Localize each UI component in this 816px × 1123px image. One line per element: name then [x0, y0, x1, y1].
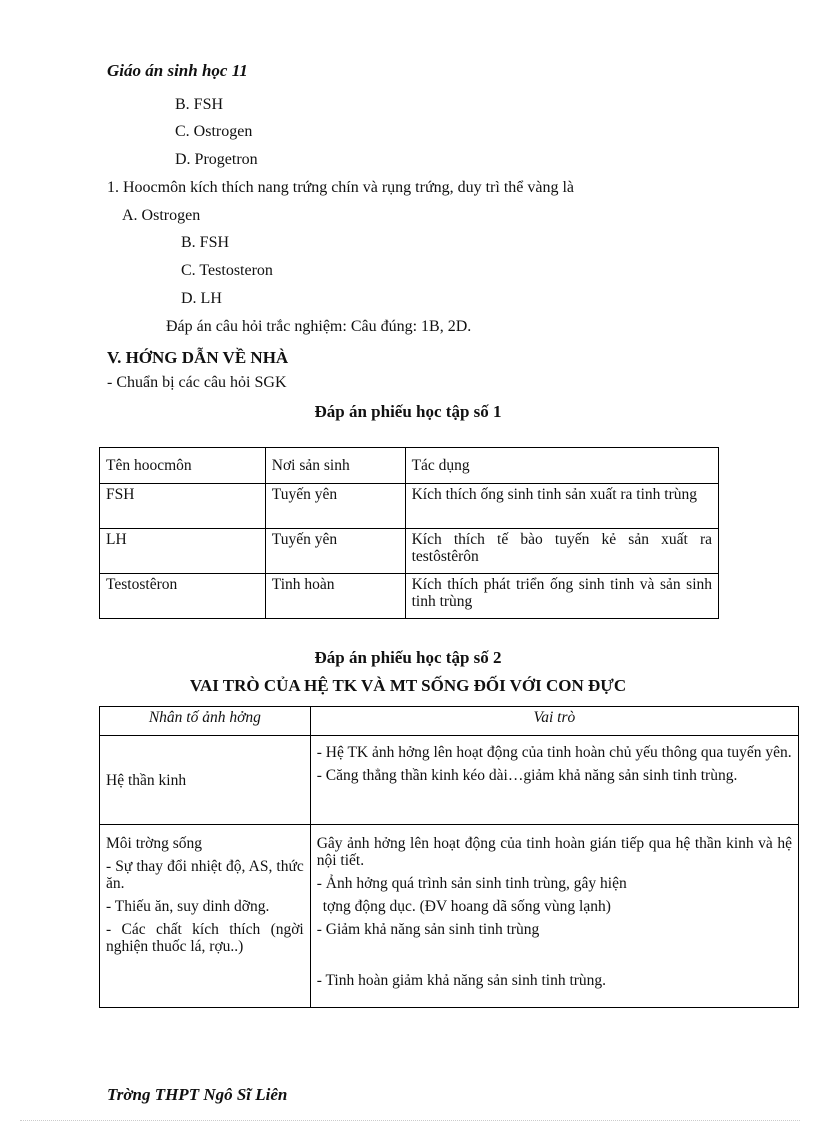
- role-line: - Hệ TK ảnh hởng lên hoạt động của tinh hoàn chủ yếu thông qua tuyến yên.: [316, 744, 792, 761]
- role-line: - Tinh hoàn giảm khả năng sản sinh tinh trùng.: [316, 972, 607, 989]
- role-line: - Giảm khả năng sản sinh tinh trùng: [316, 921, 540, 938]
- table-row: [100, 825, 799, 1008]
- roles-cell: [310, 825, 798, 1008]
- sheet2-table: [99, 706, 799, 1008]
- factor-nervous-system: Hệ thần kinh: [106, 771, 187, 789]
- sheet1-title: Đáp án phiếu học tập số 1: [314, 402, 502, 421]
- table-cell: Kích thích tế bào tuyến kẻ sản xuất ra testôstêrôn: [405, 529, 718, 574]
- table-cell: FSH: [100, 484, 266, 529]
- factor-line: - Thiếu ăn, suy dinh dỡng.: [106, 898, 270, 915]
- table-row: [100, 736, 799, 825]
- prep-line: - Chuẩn bị các câu hỏi SGK: [107, 374, 287, 391]
- role-line: tợng động dục. (ĐV hoang dã sống vùng lạnh): [322, 898, 611, 915]
- table-header-row: [100, 707, 799, 736]
- page-header: Giáo án sinh học 11: [107, 61, 248, 80]
- option-c-testosteron: C. Testosteron: [181, 262, 273, 279]
- header-cell: Tên hoocmôn: [100, 448, 266, 484]
- table-row: [100, 574, 719, 619]
- option-c-ostrogen: C. Ostrogen: [175, 123, 253, 140]
- table-cell: Tuyến yên: [265, 529, 405, 574]
- option-d-progetron: D. Progetron: [175, 151, 258, 168]
- header-cell: Tác dụng: [405, 448, 718, 484]
- section-v-title: V. HỚNG DẪN VỀ NHÀ: [107, 348, 289, 367]
- role-line: Gây ảnh hởng lên hoạt động của tinh hoàn gián tiếp qua hệ thần kinh và hệ nội tiết.: [316, 835, 792, 869]
- factor-cell: [100, 825, 311, 1008]
- answer-key: Đáp án câu hỏi trắc nghiệm: Câu đúng: 1B, 2D.: [166, 318, 472, 335]
- factor-line: - Các chất kích thích (ngời nghiện thuốc lá, rợu..): [106, 921, 304, 955]
- factor-cell: [100, 736, 311, 825]
- table-cell: Tinh hoàn: [265, 574, 405, 619]
- option-a-ostrogen: A. Ostrogen: [122, 207, 201, 224]
- sheet1-table: [99, 447, 719, 619]
- header-cell: Nhân tố ảnh hởng: [100, 707, 311, 736]
- role-line: - Căng thẳng thần kinh kéo dài…giảm khả năng sản sinh tinh trùng.: [316, 767, 738, 784]
- roles-cell: [310, 736, 798, 825]
- role-line: - Ảnh hởng quá trình sản sinh tinh trùng, gây hiện: [316, 875, 627, 892]
- option-d-lh: D. LH: [181, 290, 222, 307]
- header-cell: Vai trò: [310, 707, 798, 736]
- footer-divider: [20, 1120, 800, 1121]
- factor-line: - Sự thay đổi nhiệt độ, AS, thức ăn.: [106, 858, 304, 892]
- factor-line: Môi trờng sống: [106, 835, 203, 852]
- sheet2-subtitle: VAI TRÒ CỦA HỆ TK VÀ MT SỐNG ĐỐI VỚI CON ĐỰC: [189, 676, 627, 695]
- header-cell: Nơi sản sinh: [265, 448, 405, 484]
- option-b-fsh: B. FSH: [175, 96, 224, 113]
- table-cell: Testostêron: [100, 574, 266, 619]
- page-footer: Trờng THPT Ngô Sĩ Liên: [107, 1085, 288, 1104]
- table-row: [100, 484, 719, 529]
- table-cell: Tuyến yên: [265, 484, 405, 529]
- question-1: 1. Hoocmôn kích thích nang trứng chín và rụng trứng, duy trì thể vàng là: [107, 179, 575, 196]
- table-header-row: [100, 448, 719, 484]
- table-row: [100, 529, 719, 574]
- sheet2-title: Đáp án phiếu học tập số 2: [314, 648, 502, 667]
- table-cell: Kích thích phát triển ống sinh tinh và sản sinh tinh trùng: [405, 574, 718, 619]
- option-b-fsh-2: B. FSH: [181, 234, 230, 251]
- table-cell: LH: [100, 529, 266, 574]
- table-cell: Kích thích ống sinh tinh sản xuất ra tinh trùng: [405, 484, 718, 529]
